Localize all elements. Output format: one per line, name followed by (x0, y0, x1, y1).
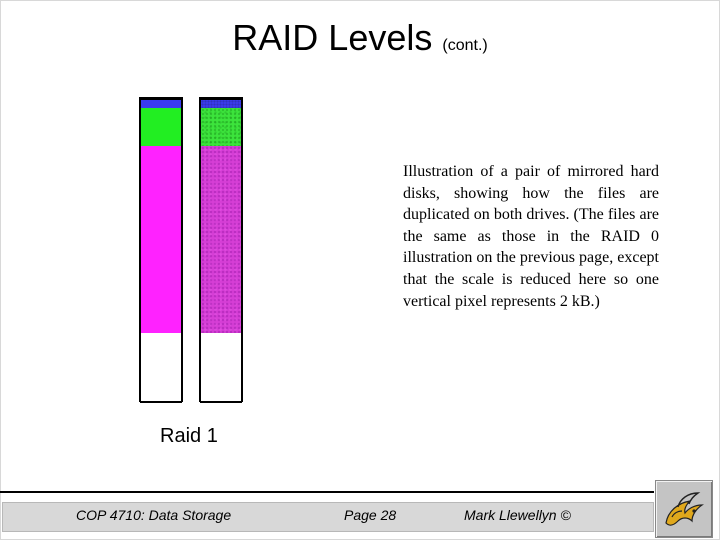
footer-course: COP 4710: Data Storage (76, 507, 232, 523)
title-main: RAID Levels (232, 17, 433, 58)
file-block-magenta (141, 146, 181, 333)
file-block-magenta (201, 146, 241, 333)
illustration-description: Illustration of a pair of mirrored hard disks, showing how the files are duplicated on both drives. (The files are the same as those in the RAID 0 illustration on the previous page, except that the scale is reduced here so one vertical pixel represents 2 kB.) (403, 163, 659, 310)
disk-primary (140, 97, 182, 402)
file-block-blue (201, 100, 241, 108)
file-block-green (201, 108, 241, 146)
footer-page-number: Page 28 (344, 507, 397, 523)
disk-mirror (200, 97, 242, 402)
file-block-green (141, 108, 181, 146)
file-block-blue (141, 100, 181, 108)
raid-level-label: Raid 1 (160, 425, 218, 447)
ucf-logo (655, 480, 713, 538)
title-subtitle: (cont.) (442, 37, 488, 54)
pegasus-logo-icon (658, 483, 710, 535)
footer-divider (0, 491, 654, 493)
footer-author: Mark Llewellyn © (464, 507, 571, 523)
slide-title (0, 14, 720, 70)
